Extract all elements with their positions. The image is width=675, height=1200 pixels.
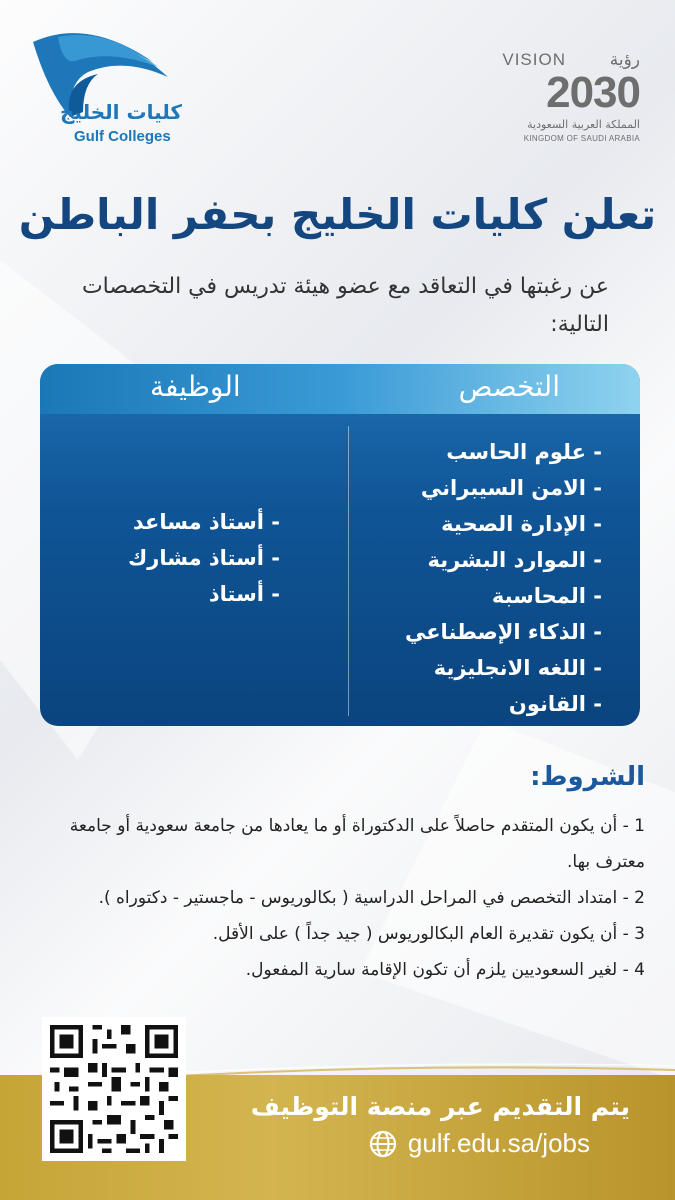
specialization-item: - الإدارة الصحية <box>441 512 602 536</box>
intro-text: عن رغبتها في التعاقد مع عضو هيئة تدريس في التخصصات التالية: <box>81 274 609 337</box>
positions-table <box>40 364 640 726</box>
job-item: - أستاذ <box>208 582 280 606</box>
condition-item: 3 - أن يكون تقديرة العام البكالوريوس ( جيد جداً ) على الأقل. <box>212 924 645 944</box>
logo-english-name: Gulf Colleges <box>74 128 171 145</box>
headline: تعلن كليات الخليج بحفر الباطن <box>18 190 657 239</box>
table-header <box>40 364 640 414</box>
jobs-url-link[interactable]: gulf.edu.sa/jobs <box>407 1128 590 1158</box>
vision-year: 2030 <box>546 68 640 117</box>
vision-2030-logo <box>495 50 640 150</box>
qr-code-icon[interactable] <box>45 1020 183 1158</box>
specialization-item: - المحاسبة <box>491 584 602 608</box>
specialization-item: - الامن السيبراني <box>420 476 602 500</box>
specialization-list <box>405 434 602 722</box>
logo-arabic-name: كليات الخليج <box>60 100 183 124</box>
specialization-item: - الذكاء الإصطناعي <box>404 620 602 644</box>
conditions-list <box>35 808 645 988</box>
vision-arabic: رؤية <box>609 50 640 70</box>
condition-item: 2 - امتداد التخصص في المراحل الدراسية ( بكالوريوس - ماجستير - دكتوراه ). <box>98 888 645 908</box>
column-divider <box>348 426 349 716</box>
globe-icon <box>368 1129 398 1159</box>
apply-text: يتم التقديم عبر منصة التوظيف <box>250 1092 630 1121</box>
header-specialization: التخصص <box>458 370 560 403</box>
job-item: - أستاذ مساعد <box>132 510 280 534</box>
condition-item: 1 - أن يكون المتقدم حاصلاً على الدكتوراة أو ما يعادها من جامعة سعودية أو جامعة معترف بها. <box>69 816 645 872</box>
specialization-item: - الموارد البشرية <box>427 548 602 572</box>
specialization-item: - علوم الحاسب <box>446 440 602 464</box>
job-list <box>128 504 280 612</box>
vision-kingdom-english: KINGDOM OF SAUDI ARABIA <box>523 134 640 143</box>
specialization-item: - اللغه الانجليزية <box>433 656 602 680</box>
condition-item: 4 - لغير السعوديين يلزم أن تكون الإقامة سارية المفعول. <box>245 960 645 980</box>
job-item: - أستاذ مشارك <box>127 546 280 570</box>
specialization-item: - القانون <box>508 692 602 716</box>
conditions-title: الشروط: <box>530 762 645 792</box>
jobs-url-row[interactable] <box>368 1128 590 1159</box>
header-job: الوظيفة <box>150 370 241 403</box>
vision-word: VISION <box>502 50 566 69</box>
vision-kingdom-arabic: المملكة العربية السعودية <box>527 118 640 131</box>
